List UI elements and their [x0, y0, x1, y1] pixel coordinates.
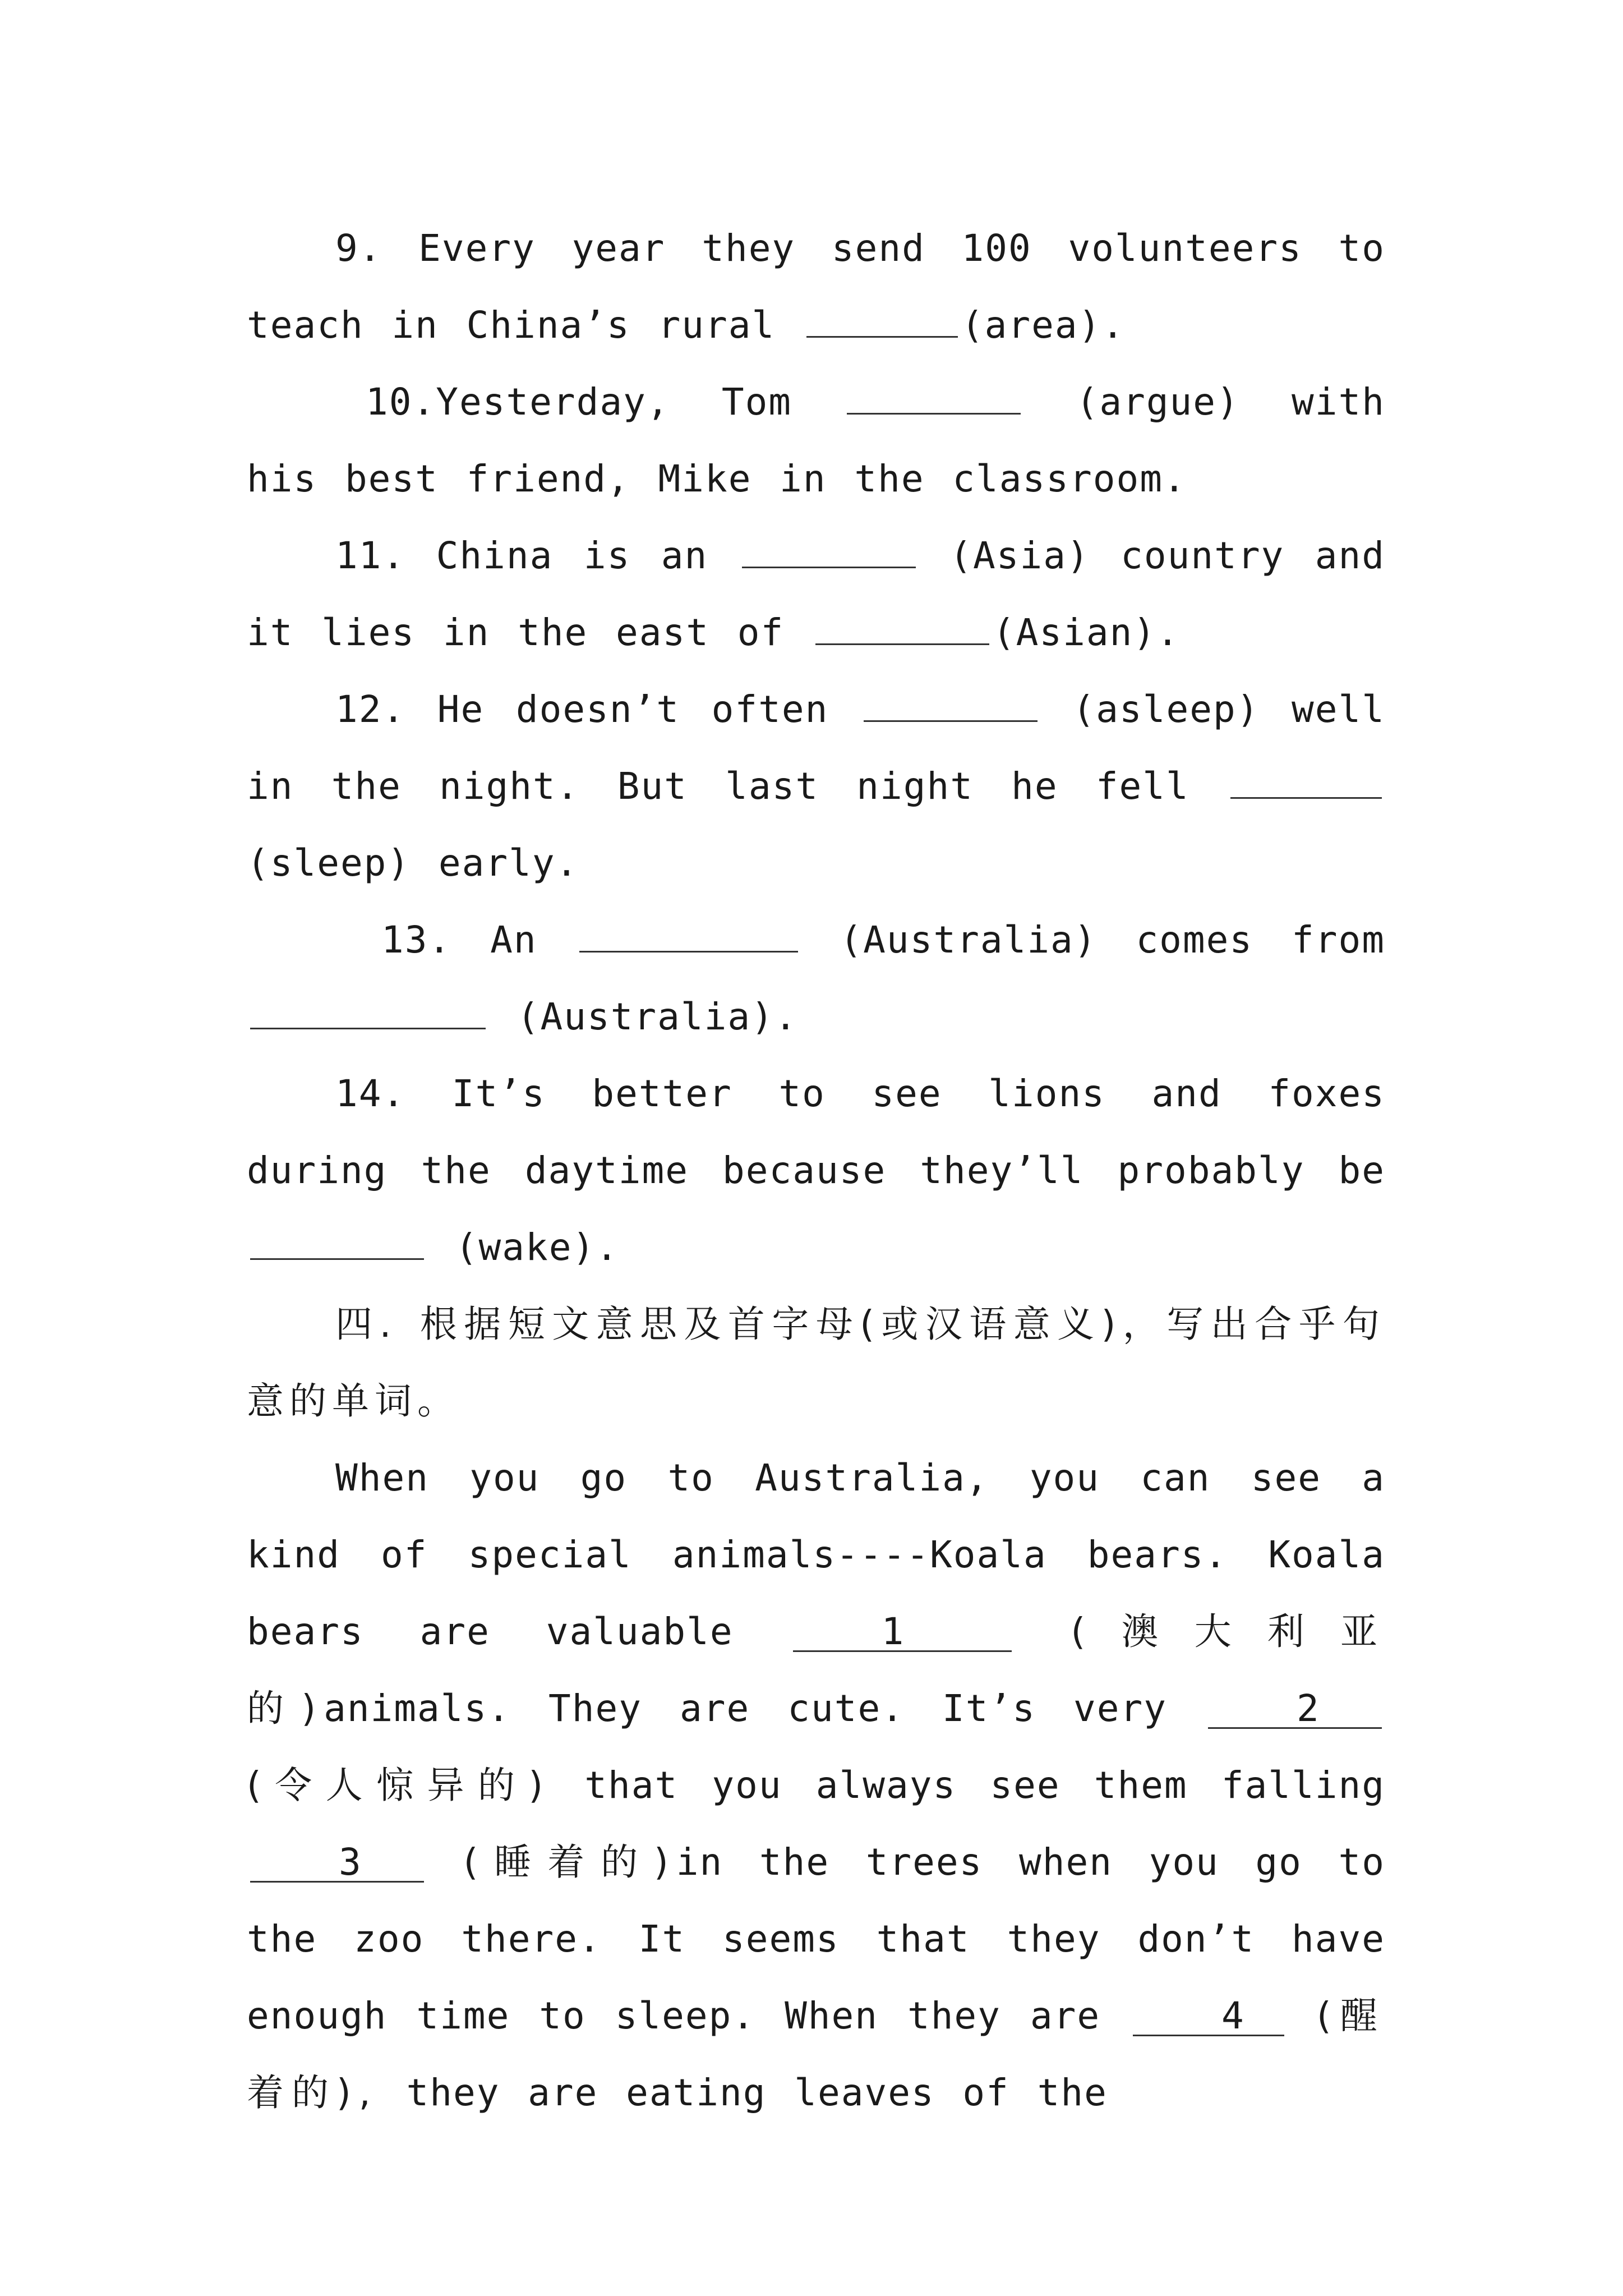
q10-text: 10.Yesterday, Tom [366, 380, 792, 424]
q10-blank [847, 384, 1021, 415]
q9-blank [806, 307, 958, 338]
q11-blank-2 [815, 614, 989, 645]
q12-blank-1 [864, 691, 1038, 722]
question-13 [247, 901, 1385, 1055]
passage-blank-2: 2 [1208, 1690, 1382, 1729]
q12-middle: (asleep) well in the night. But last night he fell [247, 688, 1385, 808]
passage-blank-1: 1 [793, 1613, 1012, 1652]
question-9 [247, 210, 1385, 364]
passage-blank-4: 4 [1133, 1998, 1284, 2036]
q11-hint: (Asian). [992, 611, 1180, 654]
q11-text: 11. China is an [335, 534, 708, 577]
question-14 [247, 1055, 1385, 1286]
q13-middle: (Australia) comes from [840, 918, 1385, 961]
q11-middle: (Asia) country and it lies in the east of [247, 534, 1385, 654]
q13-blank-2 [250, 999, 486, 1029]
q10-hint: (argue) with his best friend, Mike in the classroom. [247, 380, 1385, 500]
passage-hint-1: (澳大利亚的) [247, 1610, 1385, 1730]
question-12 [247, 671, 1385, 901]
q12-hint: (sleep) early. [247, 841, 579, 885]
q9-text: 9. Every year they send 100 volunteers to teach in China’s rural [247, 227, 1385, 347]
q9-hint: (area). [961, 303, 1126, 347]
passage-text-4: in the trees when you go to the zoo there. It seems that they don’t have enough time to sleep. When they are [247, 1841, 1385, 2037]
question-10 [247, 364, 1385, 517]
q14-blank [250, 1229, 424, 1260]
q12-text: 12. He doesn’t often [335, 688, 829, 731]
passage-hint-3: (睡着的) [463, 1841, 676, 1884]
passage-hint-2: (令人惊异的) [247, 1764, 551, 1807]
q12-blank-2 [1230, 768, 1382, 799]
q11-blank-1 [742, 537, 916, 568]
q13-blank-1 [579, 922, 798, 953]
passage-text-5: they are eating leaves of the [406, 2071, 1108, 2114]
passage [247, 1439, 1385, 2131]
passage-text-3: that you always see them falling [584, 1764, 1385, 1807]
document-content [247, 210, 1385, 2131]
section-4-heading [247, 1286, 1385, 1439]
q14-hint: (wake). [455, 1226, 619, 1269]
q13-text: 13. An [381, 918, 537, 961]
q13-hint: (Australia). [517, 995, 798, 1038]
section-4-text: 四. 根据短文意思及首字母(或汉语意义)，写出合乎句意的单词。 [247, 1303, 1385, 1423]
passage-text-1: When you go to Australia, you can see a kind of special animals----Koala bears. Koala bears are valuable [247, 1456, 1385, 1653]
passage-text-2: animals. They are cute. It’s very [324, 1687, 1167, 1730]
passage-blank-3: 3 [250, 1844, 424, 1883]
passage-hint-4: (醒着的), [247, 1994, 1385, 2114]
question-11 [247, 517, 1385, 671]
q14-text: 14. It’s better to see lions and foxes during the daytime because they’ll probably be [247, 1072, 1385, 1192]
